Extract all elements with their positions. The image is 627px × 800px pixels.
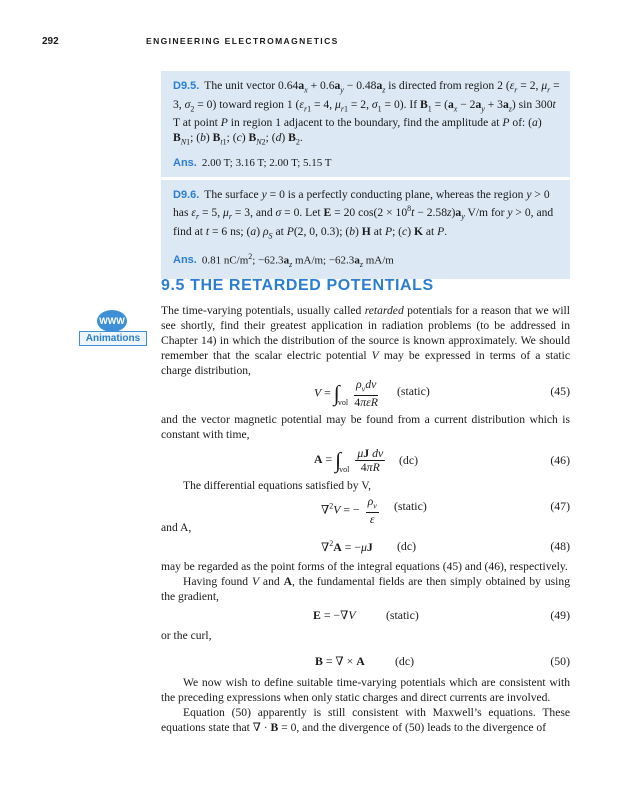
exercise-d9-5-answer: [173, 156, 560, 170]
text-line: and A,: [161, 521, 192, 534]
equation-46: $A = \int_{vol}$ $\frac{\text{μJ dv}}{4\pi R}$ (dc) (46): [314, 446, 570, 475]
answer-part: 0.81 nC/m: [201, 254, 249, 267]
animations-badge[interactable]: [79, 310, 147, 346]
exercise-d9-6-answer: Ans. 0.81 $nC/m^2$; $-62.3a_z$ mA/m; $-62.3a_z$ mA/m: [173, 251, 394, 269]
paragraph: [161, 628, 570, 643]
equation-number: (46): [550, 453, 570, 467]
animations-label: Animations: [79, 331, 147, 346]
paragraph: We now wish to define suitable time-varying potentials which are consistent with the preceding expressions when only static charges and direct currents are involved.: [161, 676, 570, 704]
paragraph: Equation (50) apparently is still consistent with Maxwell’s equations. These equations state that ∇ · B = 0, and the divergence of (50) leads to the divergence of: [161, 706, 570, 734]
equation-condition: (static): [397, 384, 430, 398]
answer-part: mA/m; −62.3: [292, 254, 355, 267]
paragraph: [161, 478, 570, 493]
answer-part: mA/m: [362, 254, 394, 267]
exercise-d9-6-text: D9.6. The surface y = 0 is a perfectly conducting plane, whereas the region y > 0 has $\varepsilon_r = 5$, $\mu_r = 3$, and σ = 0. Let E = 20 $\cos(2 \times 10^8t - 2.58z)a_y$ V/m for y > 0, and find at t = 6 ns; (a) $\rho_S$ at P(2, 0, 0.3); (b) H at P; (c) K at P.: [173, 188, 554, 241]
page-header: [42, 36, 582, 50]
paragraph: and the vector magnetic potential may be found from a current distribution which is constant with time,: [161, 413, 570, 441]
exercise-d9-5-text: D9.5. The unit vector $0.64a_x + 0.6a_y - 0.48a_z$ is directed from region 2 ($\varepsilon_r = 2$, $\mu_r = 3$, $\sigma_2 = 0$) toward region 1 ($\varepsilon_{r1} = 4$, $\mu_{r1} = 2$, $\sigma_1 = 0$). If $B_1 = (a_x - 2a_y + 3a_z)$ sin 300t T at point P in region 1 adjacent to the boundary, find the amplitude at P of: (a) $B_{N1}$; (b) $B_{t1}$; (c) $B_{N2}$; (d) $B_2$.: [173, 79, 560, 147]
exercise-label: D9.5.: [173, 80, 200, 92]
answer-label: Ans.: [173, 254, 197, 267]
equation-number: (49): [550, 608, 570, 622]
paragraph: Having found V and A, the fundamental fields are then simply obtained by using the gradient,: [161, 575, 570, 603]
equation-number: (45): [550, 384, 570, 398]
answer-label: Ans.: [173, 156, 197, 169]
equation-condition: (dc): [395, 654, 414, 668]
equation-condition: (static): [394, 499, 427, 513]
equation-49: E = −∇V (static) (49): [313, 608, 570, 622]
equation-45: $V = \int_{vol}$ $\frac{\rho_vdv}{\text{4πεR}}$ (static) (45): [314, 377, 570, 410]
equation-number: (48): [550, 539, 570, 553]
www-icon: WWW: [97, 310, 127, 332]
paragraph: [161, 559, 570, 574]
equation-47: ∇$^2$V = − $\frac{\rho_v}{\varepsilon}$ (static) (47): [321, 494, 570, 527]
text-line: or the curl,: [161, 629, 212, 642]
intro-paragraph: The time-varying potentials, usually called retarded potentials for a reason that we will see shortly, find their greatest application in radiation problems (to be addressed in Chapter 14) in which the distribution of the source is known approximately. We should remember that the scalar electric potential V may be expressed in terms of a static charge distribution,: [161, 304, 570, 377]
exercise-label: D9.6.: [173, 189, 200, 201]
answer-text: 2.00 T; 3.16 T; 2.00 T; 5.15 T: [201, 156, 332, 169]
section-title: 9.5 THE RETARDED POTENTIALS: [161, 277, 434, 294]
equation-condition: (static): [386, 608, 419, 622]
equation-50: B = ∇ × A (dc) (50): [315, 654, 570, 668]
equation-48: ∇$^2$A = −μJ (dc) (48): [321, 539, 570, 554]
page-number: 292: [42, 36, 59, 47]
exercise-d9-5: [161, 71, 570, 177]
equation-number: (50): [550, 654, 570, 668]
exercise-d9-6: [161, 180, 570, 279]
answer-part: ; −62.3: [252, 254, 284, 267]
text-line: The differential equations satisfied by V,: [183, 479, 372, 492]
paragraph: [161, 520, 570, 535]
text-line: may be regarded as the point forms of the integral equations (45) and (46), respectively.: [161, 560, 568, 573]
equation-condition: (dc): [397, 539, 416, 553]
equation-condition: (dc): [399, 453, 418, 467]
equation-number: (47): [550, 499, 570, 513]
running-title: ENGINEERING ELECTROMAGNETICS: [146, 36, 339, 46]
